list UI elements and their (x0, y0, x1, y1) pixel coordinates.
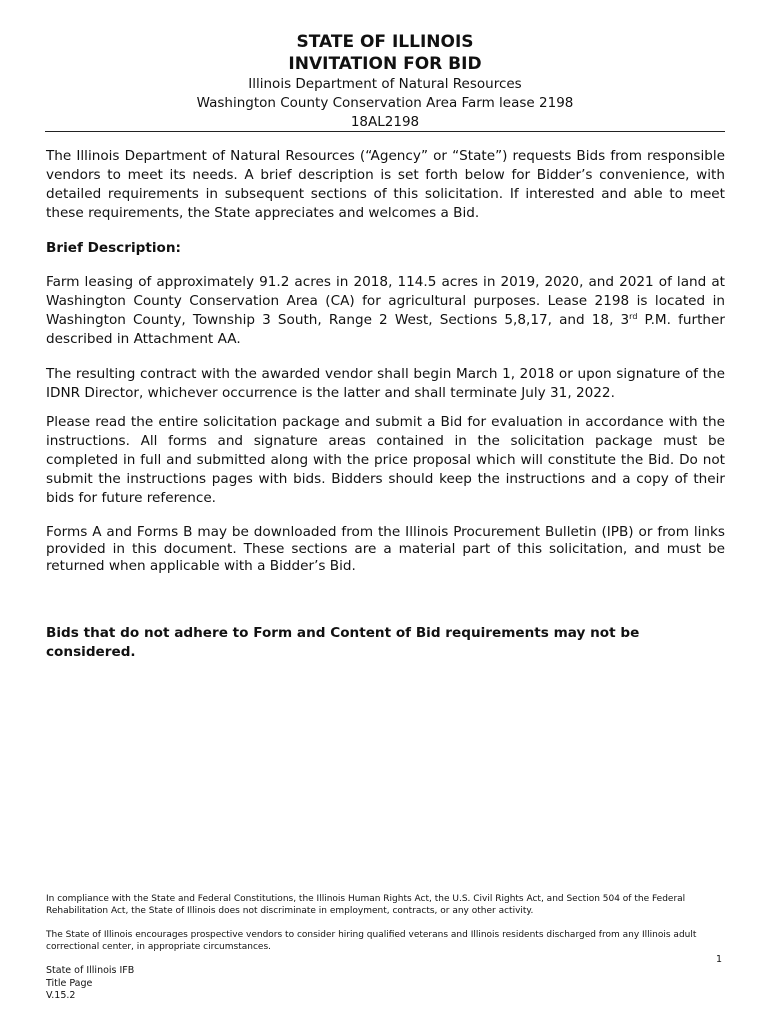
description-text-part1: Farm leasing of approximately 91.2 acres in 2018, 114.5 acres in 2019, 2020, and 2021 of land at Washington County Conservation Area (CA) for agricultural purposes. Lease 2198 is located in Washington County, Township 3 South, Range 2 West, Sections 5,8,17, and 18, 3 (46, 274, 725, 328)
agency-name: Illinois Department of Natural Resources (248, 76, 522, 92)
document-header (45, 31, 725, 132)
page-number: 1 (715, 954, 722, 965)
instructions-paragraph: Please read the entire solicitation package and submit a Bid for evaluation in accordance with the instructions. All forms and signature areas contained in the solicitation package must be completed in full and submitted along with the price proposal which will constitute the Bid. Do not submit the instructions pages with bids. Bidders should keep the instructions and a copy of their bids for future reference. (46, 414, 725, 506)
forms-paragraph: Forms A and Forms B may be downloaded from the Illinois Procurement Bulletin (IPB) or from links provided in this document. These sections are a material part of this solicitation, and must be returned when applicable with a Bidder’s Bid. (46, 524, 725, 574)
footer-document-type: State of Illinois IFB (46, 965, 135, 976)
brief-description-heading: Brief Description: (46, 240, 181, 256)
page-footer (46, 965, 134, 1003)
bid-requirements-warning: Bids that do not adhere to Form and Content of Bid requirements may not be considered. (46, 625, 640, 660)
document-title-state: STATE OF ILLINOIS (296, 32, 474, 52)
nondiscrimination-notice: In compliance with the State and Federal Constitutions, the Illinois Human Rights Act, the U.S. Civil Rights Act, and Section 504 of the Federal Rehabilitation Act, the State of Illinois does not discriminate in employment, contracts, or any other activity. (46, 894, 686, 916)
description-text-part2: P.M. further described in Attachment AA. (46, 312, 725, 347)
footer-version: V.15.2 (46, 990, 76, 1001)
document-title-ifb: INVITATION FOR BID (288, 54, 482, 74)
solicitation-number: 18AL2198 (350, 114, 420, 130)
contract-term-paragraph: The resulting contract with the awarded vendor shall begin March 1, 2018 or upon signature of the IDNR Director, whichever occurrence is the latter and shall terminate July 31, 2022. (46, 366, 725, 401)
ordinal-superscript: rd (629, 312, 638, 321)
veterans-hiring-notice: The State of Illinois encourages prospective vendors to consider hiring qualified veterans and Illinois residents discharged from any Illinois adult correctional center, in appropriate circumstances. (46, 930, 697, 952)
project-name: Washington County Conservation Area Farm lease 2198 (196, 95, 574, 111)
brief-description-paragraph (46, 273, 725, 349)
header-divider (45, 131, 725, 132)
intro-paragraph: The Illinois Department of Natural Resources (“Agency” or “State”) requests Bids from responsible vendors to meet its needs. A brief description is set forth below for Bidder’s convenience, with detailed requirements in subsequent sections of this solicitation. If interested and able to meet these requirements, the State appreciates and welcomes a Bid. (46, 148, 725, 221)
footer-section-name: Title Page (46, 977, 93, 989)
